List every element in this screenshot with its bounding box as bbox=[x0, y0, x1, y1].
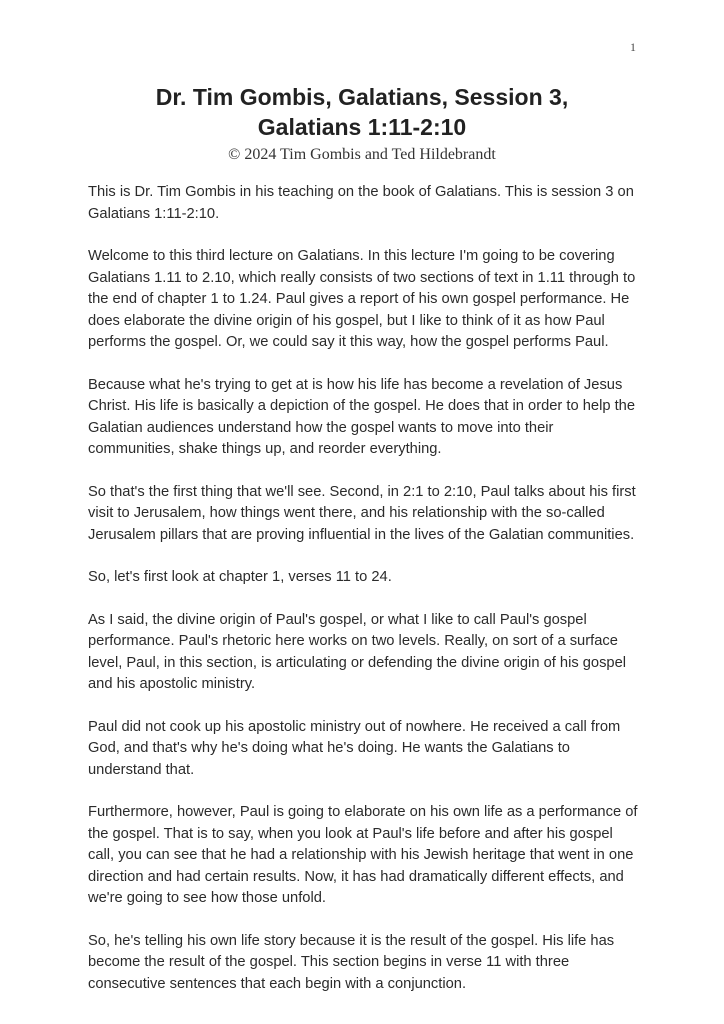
document-title-line-1: Dr. Tim Gombis, Galatians, Session 3, bbox=[155, 84, 569, 110]
page-number: 1 bbox=[630, 40, 636, 54]
document-body bbox=[0, 182, 724, 995]
paragraph: Furthermore, however, Paul is going to elaborate on his own life as a performance of the gospel. That is to say, when you look at Paul's life before and after his gospel call, you can see that he had a relationship with his Jewish heritage that went in one direction and had certain results. Now, it has had dramatically different effects, and we're going to see how those unfold. bbox=[88, 804, 638, 906]
paragraph: Welcome to this third lecture on Galatians. In this lecture I'm going to be covering Galatians 1.11 to 2.10, which really consists of two sections of text in 1.11 through to the end of chapter 1 to 1.24. Paul gives a report of his own gospel performance. He does elaborate the divine origin of his gospel, but I like to think of it as how Paul performs the gospel. Or, we could say it this way, how the gospel performs Paul. bbox=[88, 248, 636, 350]
paragraph: As I said, the divine origin of Paul's gospel, or what I like to call Paul's gospel performance. Paul's rhetoric here works on two levels. Really, on sort of a surface level, Paul, in this section, is articulating or defending the divine origin of his gospel and his apostolic ministry. bbox=[88, 611, 627, 692]
paragraph: So that's the first thing that we'll see. Second, in 2:1 to 2:10, Paul talks about his first visit to Jerusalem, how things went there, and his relationship with the so-called Jerusalem pillars that are proving influential in the lives of the Galatian communities. bbox=[88, 483, 636, 543]
title-block bbox=[0, 82, 724, 142]
copyright-line: © 2024 Tim Gombis and Ted Hildebrandt bbox=[228, 146, 496, 163]
paragraph: Paul did not cook up his apostolic ministry out of nowhere. He received a call from God, and that's why he's doing what he's doing. He wants the Galatians to understand that. bbox=[88, 718, 621, 778]
paragraph: So, he's telling his own life story because it is the result of the gospel. His life has become the result of the gospel. This section begins in verse 11 with three consecutive sentences that each begin with a conjunction. bbox=[88, 932, 615, 992]
paragraph: This is Dr. Tim Gombis in his teaching on the book of Galatians. This is session 3 on Galatians 1:11-2:10. bbox=[88, 184, 634, 222]
paragraph: So, let's first look at chapter 1, verses 11 to 24. bbox=[88, 569, 392, 585]
document-title-line-2: Galatians 1:11-2:10 bbox=[257, 114, 467, 140]
paragraph: Because what he's trying to get at is how his life has become a revelation of Jesus Christ. His life is basically a depiction of the gospel. He does that in order to help the Galatian audiences understand how the gospel wants to move into their communities, shake things up, and reorder everything. bbox=[88, 376, 635, 457]
